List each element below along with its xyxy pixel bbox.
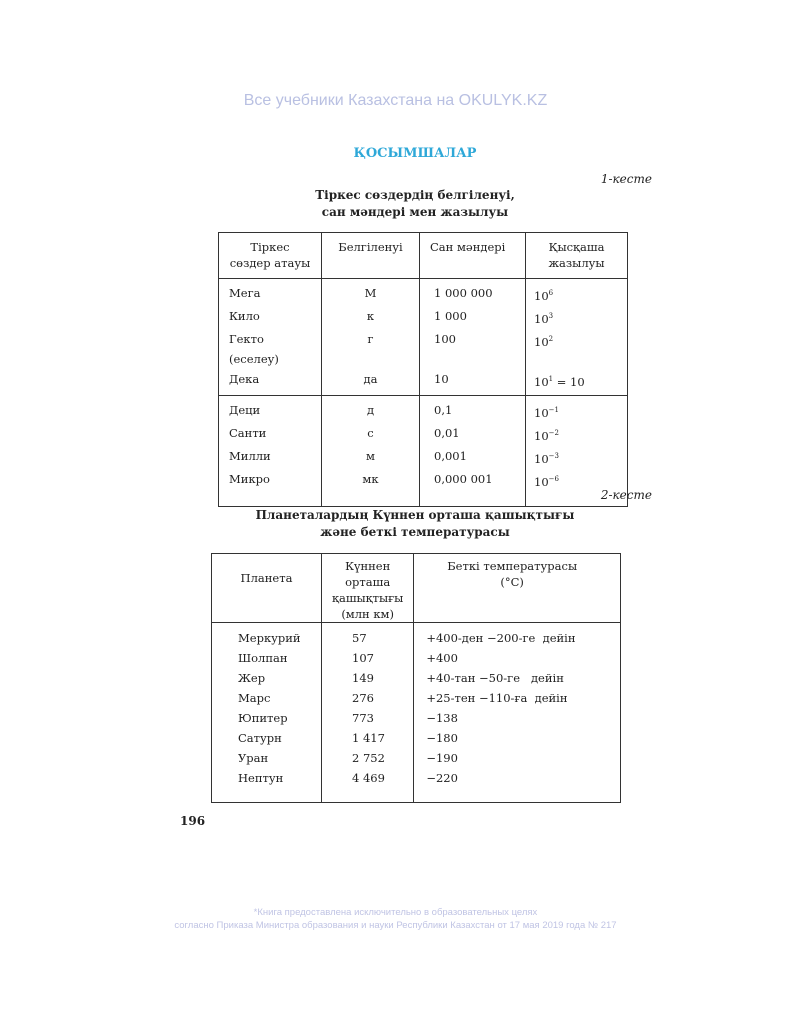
planet-name: Меркурий (212, 623, 322, 649)
prefix-name: Мега (219, 279, 322, 306)
planet-distance: 1 417 (322, 728, 414, 748)
prefix-value: 1 000 (420, 306, 526, 329)
prefix-name: Милли (219, 446, 322, 469)
power-exponent: 6 (548, 289, 554, 297)
planet-temperature: +40-тан −50-ге дейін (414, 668, 621, 688)
footer-note (0, 906, 791, 932)
table1-title-line: Тіркес сөздердің белгіленуі, (315, 188, 515, 202)
page-number: 196 (180, 814, 206, 828)
prefix-name: Санти (219, 423, 322, 446)
planet-temperature: +25-тен −110-ға дейін (414, 688, 621, 708)
table-row (219, 329, 628, 369)
planet-distance: 4 469 (322, 768, 414, 803)
planet-temperature: −138 (414, 708, 621, 728)
prefix-value: 0,1 (420, 396, 526, 423)
planet-distance: 57 (322, 623, 414, 649)
power-exponent: −1 (548, 406, 559, 415)
prefix-symbol: да (322, 369, 420, 396)
table-row (219, 469, 628, 506)
planet-distance: 2 752 (322, 748, 414, 768)
power-base: 10 (534, 406, 549, 421)
table2-header: Күннен орташа қашықтығы (млн км) (322, 554, 414, 623)
planet-temperature: −180 (414, 728, 621, 748)
prefix-name: Деци (219, 396, 322, 423)
prefix-symbol: д (322, 396, 420, 423)
power-exponent: 3 (548, 311, 554, 320)
table1 (218, 232, 628, 507)
prefix-value: 100 (420, 329, 526, 369)
prefix-value: 10 (420, 369, 526, 396)
table-row (212, 668, 621, 688)
prefix-short-form (526, 446, 628, 469)
table1-title (0, 187, 791, 221)
prefix-short-form (526, 396, 628, 423)
prefix-short-form (526, 329, 628, 369)
planet-name: Шолпан (212, 648, 322, 668)
prefix-symbol: мк (322, 469, 420, 506)
planet-temperature: −190 (414, 748, 621, 768)
table2-title-line: Планеталардың Күннен орташа қашықтығы (255, 508, 575, 522)
power-base: 10 (534, 474, 549, 489)
table-row (212, 728, 621, 748)
prefix-name: Микро (219, 469, 322, 506)
planet-name: Сатурн (212, 728, 322, 748)
prefix-symbol: с (322, 423, 420, 446)
prefix-value: 0,001 (420, 446, 526, 469)
prefix-symbol: м (322, 446, 420, 469)
table-row (212, 708, 621, 728)
power-exponent: −2 (548, 429, 559, 438)
table2-title (0, 507, 791, 541)
power-exponent: 1 (548, 374, 554, 383)
planet-temperature: +400-ден −200-ге дейін (414, 623, 621, 649)
power-base: 10 (534, 374, 549, 389)
power-suffix: = 10 (553, 374, 585, 389)
table1-header: Сан мәндері (420, 233, 526, 279)
table2-label: 2-кесте (600, 488, 652, 502)
table-row (212, 768, 621, 803)
table1-title-line: сан мәндері мен жазылуы (321, 205, 509, 219)
prefix-value: 0,000 001 (420, 469, 526, 506)
prefix-name: Дека (219, 369, 322, 396)
table-row (212, 748, 621, 768)
prefix-short-form (526, 279, 628, 306)
table-row (219, 446, 628, 469)
prefix-symbol: к (322, 306, 420, 329)
power-base: 10 (534, 429, 549, 444)
power-base: 10 (534, 451, 549, 466)
planet-distance: 773 (322, 708, 414, 728)
prefix-name: Гекто (еселеу) (219, 329, 322, 369)
section-title: ҚОСЫМШАЛАР (353, 146, 477, 161)
table1-label: 1-кесте (600, 172, 652, 186)
planet-name: Уран (212, 748, 322, 768)
footer-line: *Книга предоставлена исключительно в образовательных целях (253, 907, 538, 918)
planet-temperature: +400 (414, 648, 621, 668)
table1-header: Қысқаша жазылуы (526, 233, 628, 279)
prefix-short-form (526, 423, 628, 446)
table2 (211, 553, 621, 803)
table-row (212, 648, 621, 668)
table-row (219, 306, 628, 329)
prefix-short-form (526, 369, 628, 396)
planet-distance: 149 (322, 668, 414, 688)
prefix-name: Кило (219, 306, 322, 329)
planet-name: Марс (212, 688, 322, 708)
planet-name: Жер (212, 668, 322, 688)
table2-header: Планета (212, 554, 322, 623)
power-base: 10 (534, 334, 549, 349)
table-row (212, 688, 621, 708)
prefix-short-form (526, 306, 628, 329)
planet-name: Нептун (212, 768, 322, 803)
table-row (219, 396, 628, 423)
planet-temperature: −220 (414, 768, 621, 803)
power-exponent: 2 (548, 334, 554, 343)
table-row (212, 623, 621, 649)
table1-header: Белгіленуі (322, 233, 420, 279)
planet-distance: 276 (322, 688, 414, 708)
footer-line: согласно Приказа Министра образования и науки Республики Казахстан от 17 мая 2019 года № 217 (174, 920, 617, 931)
table2-header: Беткі температурасы (°С) (414, 554, 621, 623)
power-exponent: −6 (548, 474, 559, 483)
table1-header: Тіркес сөздер атауы (219, 233, 322, 279)
prefix-value: 1 000 000 (420, 279, 526, 306)
table2-title-line: және беткі температурасы (320, 525, 510, 539)
planet-name: Юпитер (212, 708, 322, 728)
watermark: Все учебники Казахстана на OKULYK.KZ (243, 92, 548, 109)
power-exponent: −3 (548, 452, 559, 461)
table-row (219, 369, 628, 396)
power-base: 10 (534, 288, 549, 303)
table-row (219, 423, 628, 446)
prefix-value: 0,01 (420, 423, 526, 446)
prefix-symbol: г (322, 329, 420, 369)
table-row (219, 279, 628, 306)
planet-distance: 107 (322, 648, 414, 668)
prefix-symbol: М (322, 279, 420, 306)
power-base: 10 (534, 311, 549, 326)
